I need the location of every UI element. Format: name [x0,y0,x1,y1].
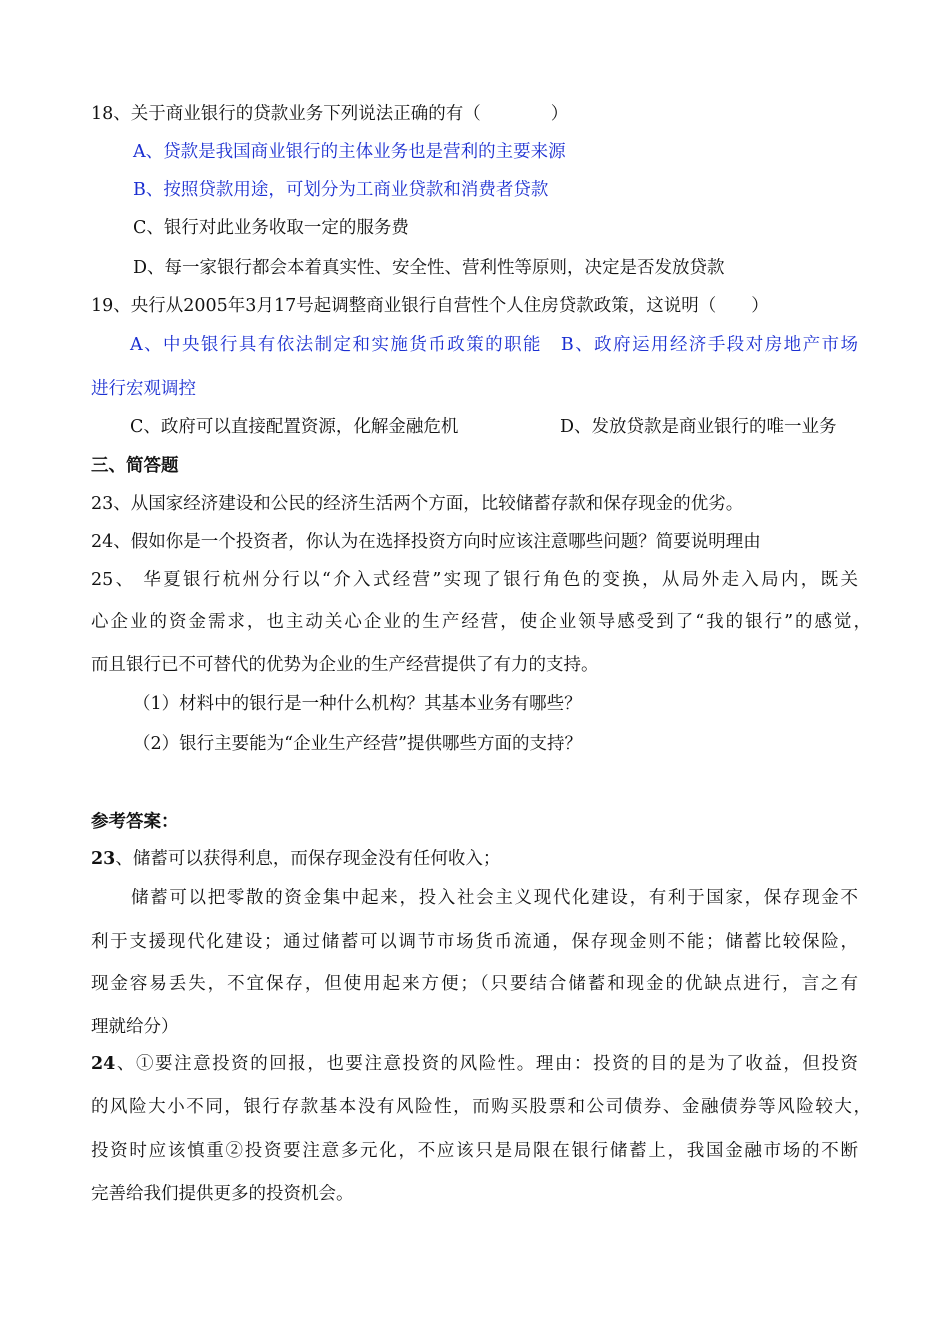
answer-23-text: 、储蓄可以获得利息，而保存现金没有任何收入； [115,849,501,869]
q18-option-b: B、按照贷款用途，可划分为工商业贷款和消费者贷款 [133,180,549,200]
answers-title: 参考答案： [91,812,179,832]
q19-options-ab: A、中央银行具有依法制定和实施货币政策的职能 B、政府运用经济手段对房地产市场 [130,335,858,355]
q25-line-2: 心企业的资金需求，也主动关心企业的生产经营，使企业领导感受到了“我的银行”的感觉， [91,612,871,632]
q23-text: 23、从国家经济建设和公民的经济生活两个方面，比较储蓄存款和保存现金的优劣。 [91,494,744,514]
answer-23-line-5: 理就给分） [91,1017,179,1037]
answer-24-number: 24 [91,1054,116,1074]
q25-line-1: 25、 华夏银行杭州分行以“介入式经营”实现了银行角色的变换，从局外走入局内，既关 [91,570,858,590]
section-title: 三、简答题 [91,456,179,476]
q19-option-d: D、发放贷款是商业银行的唯一业务 [560,417,837,437]
answer-24-text: 、①要注意投资的回报，也要注意投资的风险性。理由：投资的目的是为了收益，但投资 [115,1054,858,1074]
q25-sub-2: （2）银行主要能为“企业生产经营”提供哪些方面的支持？ [133,734,583,754]
q18-option-a: A、贷款是我国商业银行的主体业务也是营利的主要来源 [133,142,566,162]
answer-23-line-4: 现金容易丢失，不宜保存，但使用起来方便；（只要结合储蓄和现金的优缺点进行，言之有 [91,974,858,994]
answer-24-line-1 [91,1052,858,1076]
q18-stem: 18、关于商业银行的贷款业务下列说法正确的有（ ） [91,104,569,124]
q19-stem: 19、央行从2005年3月17号起调整商业银行自营性个人住房贷款政策，这说明（ ） [91,296,769,316]
q19-option-c: C、政府可以直接配置资源，化解金融危机 [130,417,459,437]
q18-option-c: C、银行对此业务收取一定的服务费 [133,218,409,238]
answer-24-line-3: 投资时应该慎重②投资要注意多元化，不应该只是局限在银行储蓄上，我国金融市场的不断 [91,1141,858,1161]
answer-24-line-2: 的风险大小不同，银行存款基本没有风险性，而购买股票和公司债券、金融债券等风险较大， [91,1097,871,1117]
answer-23-line-2: 储蓄可以把零散的资金集中起来，投入社会主义现代化建设，有利于国家，保存现金不 [131,888,858,908]
q19-options-ab-cont: 进行宏观调控 [91,379,196,399]
q18-option-d: D、每一家银行都会本着真实性、安全性、营利性等原则，决定是否发放贷款 [133,258,725,278]
answer-23-number: 23 [91,849,116,869]
answer-24-line-4: 完善给我们提供更多的投资机会。 [91,1184,354,1204]
answer-23-line-3: 利于支援现代化建设；通过储蓄可以调节市场货币流通，保存现金则不能；储蓄比较保险， [91,932,858,952]
q24-text: 24、假如你是一个投资者，你认为在选择投资方向时应该注意哪些问题？简要说明理由 [91,532,761,552]
q25-line-3: 而且银行已不可替代的优势为企业的生产经营提供了有力的支持。 [91,655,599,675]
q25-sub-1: （1）材料中的银行是一种什么机构？其基本业务有哪些？ [133,694,582,714]
answer-23-line-1 [91,847,500,871]
